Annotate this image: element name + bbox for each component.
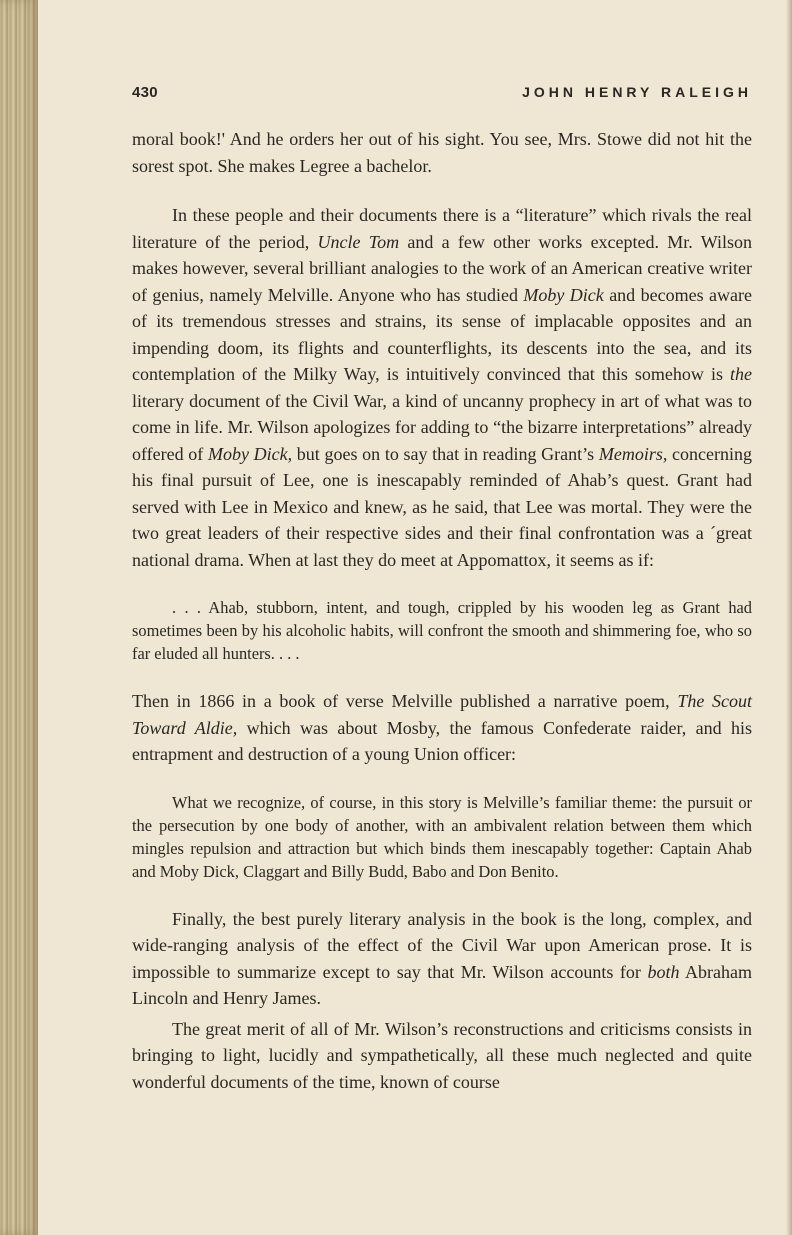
text-span: Abraham Lincoln and Henry James. bbox=[132, 961, 752, 1008]
text-span: Finally, the best purely literary analysis in the book is the long, complex, and wide-ranging analysis of the effect of the Civil War upon American prose. It is impossible to summarize except to say that Mr. Wilson accounts for bbox=[132, 908, 752, 982]
italic-title: Moby Dick, bbox=[207, 443, 293, 464]
paragraph-1: moral book!' And he orders her out of his sight. You see, Mrs. Stowe did not hit the sorest spot. She makes Legree a bachelor. bbox=[132, 129, 752, 176]
running-head: JOHN HENRY RALEIGH bbox=[522, 84, 752, 100]
book-page bbox=[132, 0, 752, 1235]
paragraph-2 bbox=[132, 202, 752, 573]
page-header bbox=[132, 84, 752, 108]
block-quote-2 bbox=[132, 791, 752, 883]
text-span: and becomes aware of its tremendous stresses and strains, its sense of implacable opposites and an impending doom, its flights and counterflights, its descents into the sea, and its contemplation of the Milky Way, is intuitively convinced that this somehow is bbox=[132, 284, 752, 384]
paragraph-3 bbox=[132, 688, 752, 768]
page-edge-shadow bbox=[786, 0, 792, 1235]
quote-text: . . . Ahab, stubborn, intent, and tough, crippled by his wooden leg as Grant had sometimes been by his alcoholic habits, will confront the smooth and shimmering foe, who so far eluded all hunters. . . . bbox=[132, 598, 752, 663]
text-span: but goes on to say that in reading Grant’s bbox=[292, 443, 599, 464]
quote-text: What we recognize, of course, in this story is Melville’s familiar theme: the pursuit or the persecution by one body of another, with an ambivalent relation between them which mingles repulsion and attraction but which binds them inescapably together: Captain Ahab and Moby Dick, Claggart and Billy Budd, Babo and Don Benito. bbox=[132, 792, 752, 881]
body-text bbox=[132, 126, 752, 1095]
page-number: 430 bbox=[132, 84, 158, 101]
italic-title: Moby Dick bbox=[523, 284, 604, 305]
text-span: concerning his final pursuit of Lee, one is inescapably reminded of Ahab’s quest. Grant had served with Lee in Mexico and knew, as he said, that Lee was mortal. They were the two great leaders of their respective sides and their final confrontation was a ´great national drama. When at last they do meet at Appomattox, it seems as if: bbox=[132, 443, 752, 570]
text-span: which was about Mosby, the famous Confederate raider, and his entrapment and destruction of a young Union officer: bbox=[132, 717, 752, 764]
italic-title: Memoirs, bbox=[598, 443, 668, 464]
block-quote-1 bbox=[132, 596, 752, 665]
text-span: literary document of the Civil War, a kind of uncanny prophecy in art of what was to come in life. Mr. Wilson apologizes for adding to “the bizarre interpretations” already offered of bbox=[132, 390, 752, 464]
paragraph-4 bbox=[132, 906, 752, 1012]
text-span: and a few other works excepted. Mr. Wilson makes however, several brilliant analogies to the work of an American creative writer of genius, namely Melville. Anyone who has studied bbox=[132, 231, 753, 305]
italic-emphasis: both bbox=[647, 961, 680, 982]
text-span: In these people and their documents there is a “literature” which rivals the real literature of the period, bbox=[132, 205, 752, 252]
book-binding-gutter bbox=[0, 0, 38, 1235]
italic-emphasis: the bbox=[730, 364, 752, 384]
paragraph-5: The great merit of all of Mr. Wilson’s reconstructions and criticisms consists in bringing to light, lucidly and sympathetically, all these much neglected and quite wonderful documents of the time, known of course bbox=[132, 1018, 752, 1092]
italic-title: Uncle Tom bbox=[317, 231, 400, 252]
italic-title: The Scout Toward Aldie, bbox=[132, 691, 752, 738]
text-span: Then in 1866 in a book of verse Melville published a narrative poem, bbox=[132, 691, 678, 711]
